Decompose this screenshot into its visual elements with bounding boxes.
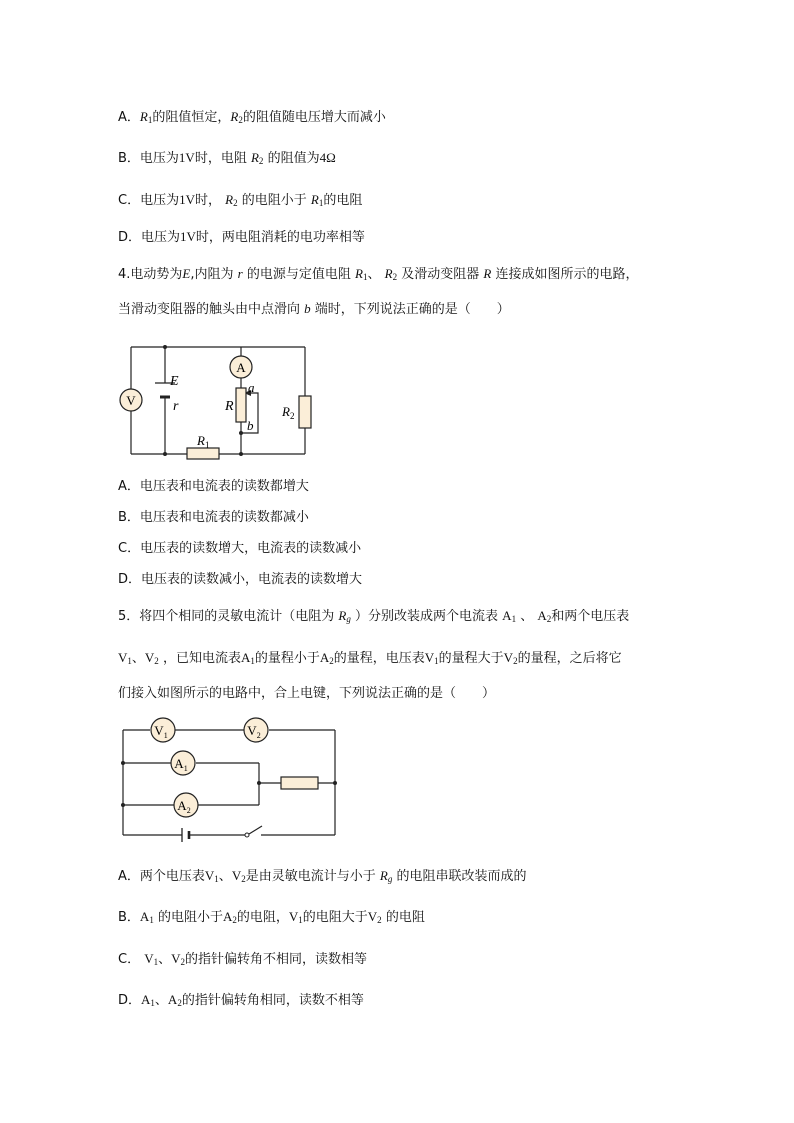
q4-option-a: A．电压表和电流表的读数都增大 [118, 479, 309, 494]
voltmeter [120, 389, 142, 411]
ammeter-a2 [174, 793, 198, 817]
q4-option-b: B．电压表和电流表的读数都减小 [118, 510, 309, 525]
q4-option-c: C．电压表的读数增大，电流表的读数减小 [118, 541, 362, 556]
q5-option-b: B．$A_1$ 的电阻小于$A_2$的电阻，$V_1$的电阻大于$V_2$ 的电阻 [118, 909, 425, 925]
q4-stem-line2: 当滑动变阻器的触头由中点滑向 b 端时，下列说法正确的是（ ） [118, 301, 510, 317]
q5-option-c: C． $V_1$、$V_2$的指针偏转角不相同，读数相等 [118, 951, 368, 967]
switch-symbol [245, 826, 262, 837]
q5-circuit-diagram [112, 715, 342, 845]
label-rheostat: R [225, 399, 234, 414]
svg-text:V1: $V_1$ [154, 723, 168, 740]
q4-option-d: D．电压表的读数减小，电流表的读数增大 [118, 572, 363, 587]
q3-option-d: D．电压为1V时，两电阻消耗的电功率相等 [118, 229, 365, 245]
ammeter-a1 [171, 751, 195, 775]
battery-symbol [182, 828, 189, 842]
q4-stem-line1: 4.电动势为E,内阻为 r 的电源与定值电阻 $R_1$、 $R_2$ 及滑动变阻器 R 连接成如图所示的电路， [118, 266, 639, 282]
q5-option-a: A．两个电压表$V_1$、$V_2$是由灵敏电流计与小于 $R_g$ 的电阻串联改装而成的 [118, 868, 527, 884]
resistor-r2 [299, 396, 311, 428]
label-r: r [173, 399, 179, 414]
svg-text:A2: $A_2$ [177, 798, 191, 815]
voltmeter-v1 [151, 718, 175, 742]
q3-option-c: C．电压为1V时， $R_2$ 的电阻小于 $R_1$的电阻 [118, 192, 363, 208]
rheostat-r [236, 388, 246, 422]
label-r2: $R_2$ [282, 404, 295, 421]
q3-option-a: A．$R_1$的阻值恒定，$R_2$的阻值随电压增大而减小 [118, 109, 386, 125]
ammeter [230, 356, 252, 378]
label-b: b [247, 418, 254, 433]
svg-text:A: A [236, 360, 246, 375]
svg-text:A1: $A_1$ [174, 756, 188, 773]
label-e: E [170, 374, 179, 389]
svg-text:V2: $V_2$ [247, 723, 261, 740]
voltmeter-v2 [244, 718, 268, 742]
resistor-r1 [187, 448, 219, 459]
q5-stem-line2: $V_1$、$V_2$ ，已知电流表$A_1$的量程小于$A_2$的量程，电压表$V_1$的量程大于$V_2$的量程，之后将它 [118, 650, 622, 666]
q5-stem-line3: 们接入如图所示的电路中，合上电键，下列说法正确的是（ ） [118, 686, 496, 701]
q5-stem-line1: 5．将四个相同的灵敏电流计（电阻为 $R_g$ ）分别改装成两个电流表 $A_1$ 、 $A_2$和两个电压表 [118, 608, 630, 624]
resistor [281, 777, 318, 789]
label-r1: $R_1$ [197, 433, 210, 450]
svg-text:V: V [126, 393, 136, 408]
q3-option-b: B．电压为1V时，电阻 $R_2$ 的阻值为4Ω [118, 150, 336, 166]
q4-circuit-diagram [110, 340, 320, 465]
label-a: a [248, 380, 255, 395]
q5-option-d: D．$A_1$、$A_2$的指针偏转角相同，读数不相等 [118, 992, 364, 1008]
